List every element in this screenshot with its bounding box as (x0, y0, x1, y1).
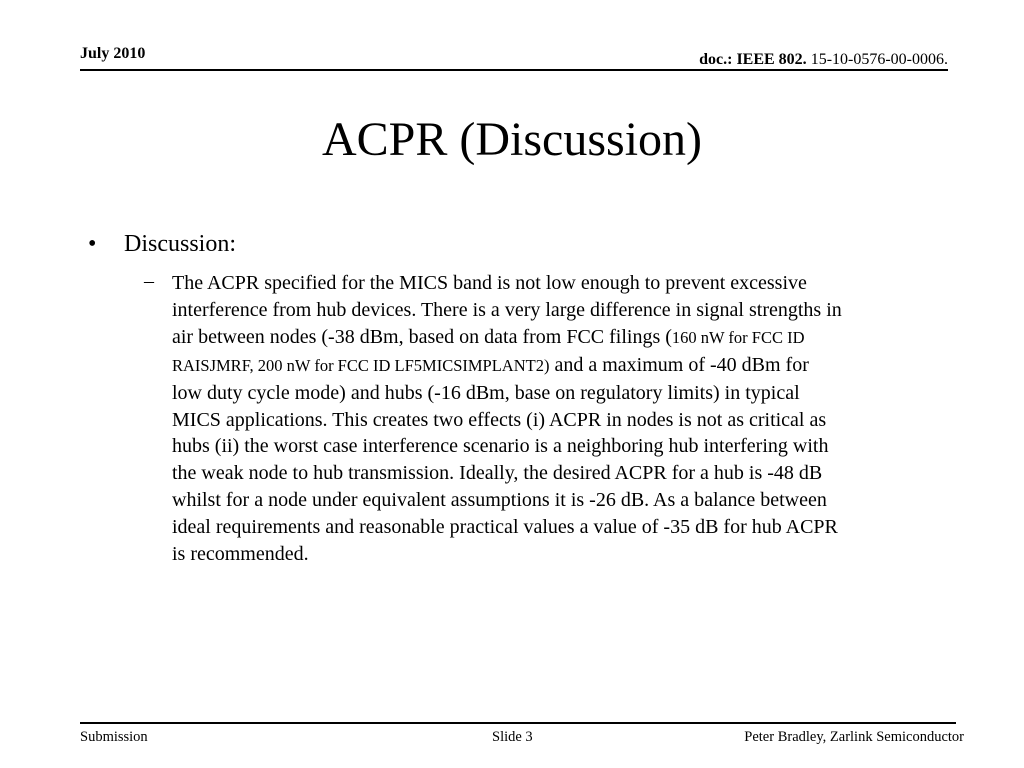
footer-submission: Submission (80, 729, 148, 745)
header-date: July 2010 (80, 45, 146, 62)
para-line: low duty cycle mode) and hubs (-16 dBm, base on regulatory limits) in typical (172, 381, 800, 404)
para-line: MICS applications. This creates two effects (i) ACPR in nodes is not as critical as (172, 408, 827, 431)
para-line: the weak node to hub transmission. Ideally, the desired ACPR for a hub is -48 dB (172, 462, 823, 485)
footer-slide-number: Slide 3 (492, 729, 533, 745)
para-line: The ACPR specified for the MICS band is not low enough to prevent excessive (172, 272, 807, 294)
para-text: and a maximum of -40 dBm for (549, 353, 809, 376)
header-doc-id (699, 51, 948, 69)
header-divider (80, 69, 948, 71)
slide-title: ACPR (Discussion) (321, 113, 703, 166)
para-text-small: RAISJMRF, 200 nW for FCC ID LF5MICSIMPLANT2) (172, 355, 550, 375)
para-line (172, 352, 962, 380)
footer-divider (80, 722, 956, 724)
para-text-small: 160 nW for FCC ID (671, 327, 805, 347)
dash-icon: – (144, 270, 154, 292)
para-line: interference from hub devices. There is a very large difference in signal strengths in (172, 298, 842, 321)
doc-prefix: doc.: IEEE 802. (699, 51, 807, 68)
para-line (172, 324, 962, 352)
para-text: air between nodes (-38 dBm, based on data from FCC filings ( (172, 325, 672, 348)
discussion-paragraph (172, 270, 962, 568)
bullet-discussion (88, 231, 236, 258)
bullet-icon: • (88, 231, 97, 257)
doc-number: 15-10-0576-00-0006. (810, 51, 948, 68)
para-line: ideal requirements and reasonable practical values a value of -35 dB for hub ACPR (172, 516, 838, 539)
para-line: whilst for a node under equivalent assumptions it is -26 dB. As a balance between (172, 489, 827, 512)
para-line: hubs (ii) the worst case interference scenario is a neighboring hub interfering with (172, 435, 829, 458)
bullet-label: Discussion: (124, 231, 237, 257)
para-line: is recommended. (172, 543, 309, 566)
footer-author: Peter Bradley, Zarlink Semiconductor (744, 729, 964, 745)
